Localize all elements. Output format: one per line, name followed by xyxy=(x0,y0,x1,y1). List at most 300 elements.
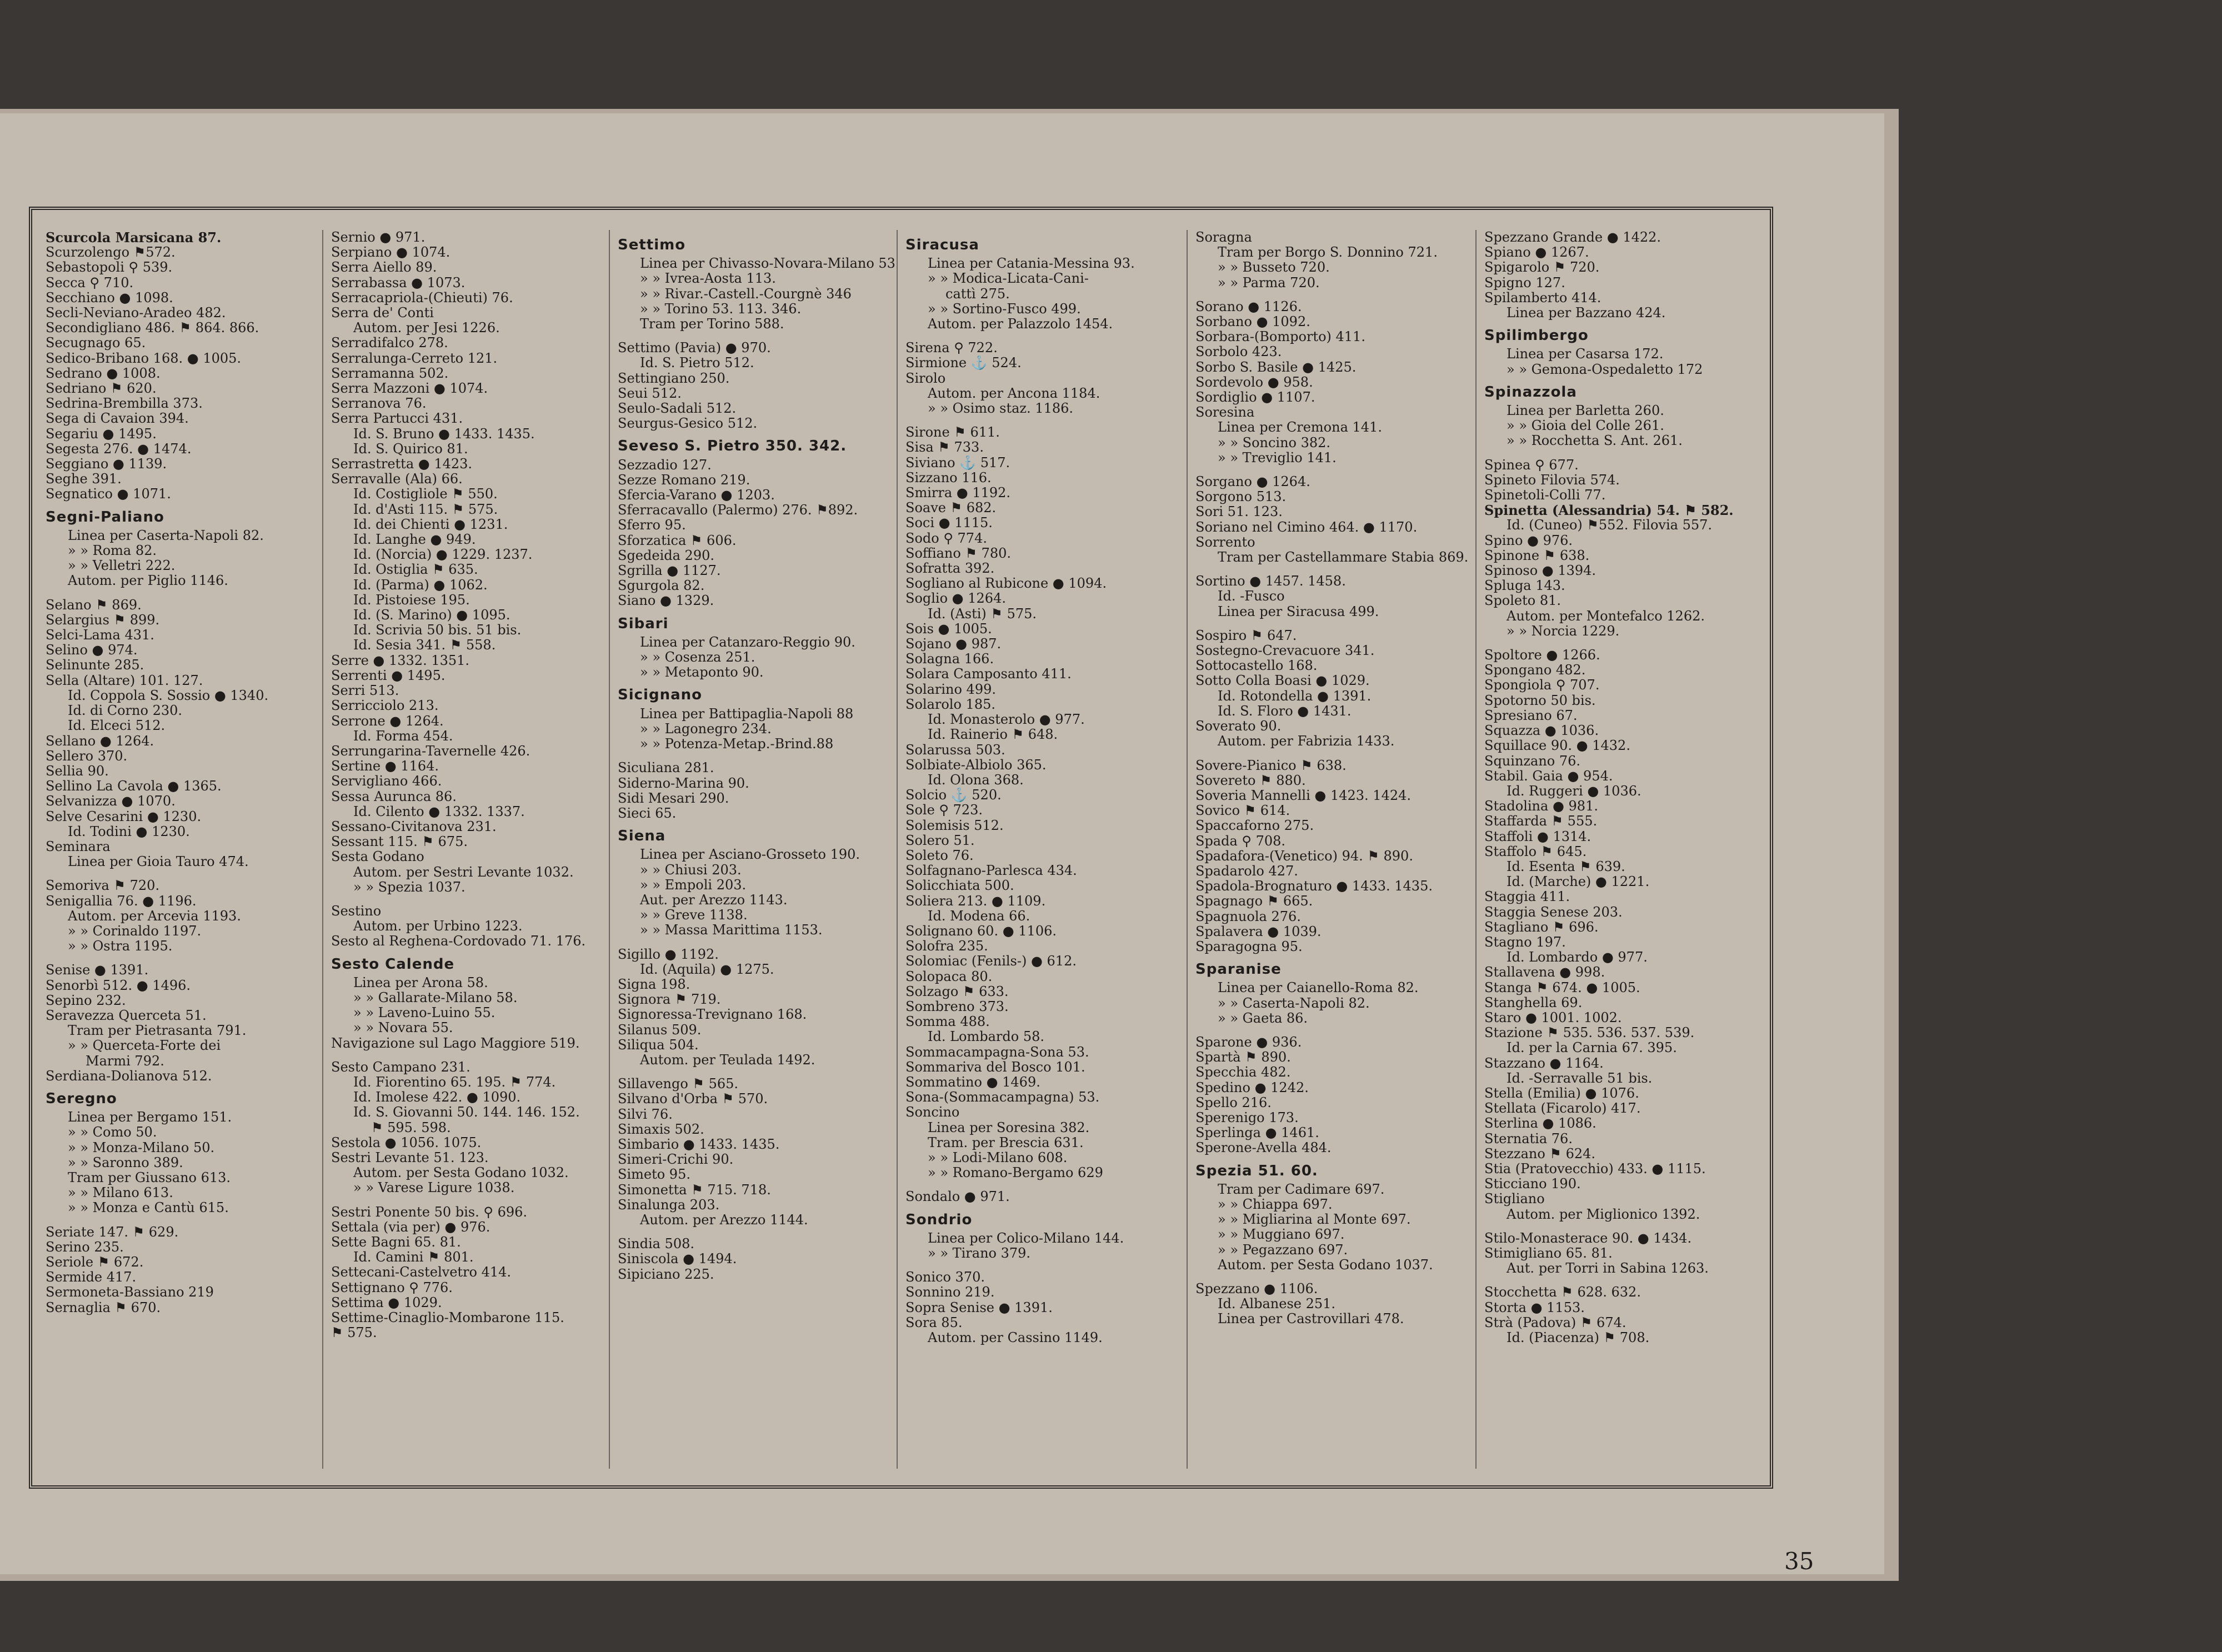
index-entry: Sferracavallo (Palermo) 276. ⚑892. xyxy=(618,503,858,518)
index-entry: Solofra 235. xyxy=(905,939,988,954)
index-entry: Spagnago ⚑ 665. xyxy=(1195,894,1313,909)
index-entry: Solbiate-Albiolo 365. xyxy=(905,757,1047,773)
column-divider xyxy=(1475,230,1477,1469)
index-entry: Spinetta (Alessandria) 54. ⚑ 582. xyxy=(1484,503,1734,518)
index-entry: Spaccaforno 275. xyxy=(1195,818,1314,834)
index-entry: Spartà ⚑ 890. xyxy=(1195,1050,1291,1065)
index-entry: Id. (Aquila) ● 1275. xyxy=(640,962,774,977)
index-entry: Sestola ● 1056. 1075. xyxy=(331,1135,482,1150)
index-entry: Sellero 370. xyxy=(46,748,128,764)
index-entry: » » Soncino 382. xyxy=(1218,435,1331,450)
index-entry: » » Milano 613. xyxy=(68,1185,173,1201)
index-entry: Autom. per Cassino 1149. xyxy=(928,1330,1103,1346)
index-entry: Spigarolo ⚑ 720. xyxy=(1484,260,1600,276)
section-heading: Settimo xyxy=(618,238,686,253)
index-entry: Sernio ● 971. xyxy=(331,230,426,245)
index-entry: Sirmione ⚓ 524. xyxy=(905,356,1022,371)
index-entry: Sois ● 1005. xyxy=(905,621,992,637)
index-entry: Stigliano xyxy=(1484,1192,1545,1207)
index-entry: Serradifalco 278. xyxy=(331,336,448,351)
index-entry: Tram per Borgo S. Donnino 721. xyxy=(1218,245,1438,261)
index-entry: Stella (Emilia) ● 1076. xyxy=(1484,1085,1639,1101)
index-entry: Linea per Bazzano 424. xyxy=(1507,306,1666,321)
index-entry: Sombreno 373. xyxy=(905,999,1009,1014)
index-entry: Id. Elceci 512. xyxy=(68,718,166,734)
index-entry: Id. Langhe ● 949. xyxy=(353,532,476,548)
index-entry: Stallavena ● 998. xyxy=(1484,965,1605,980)
index-entry: Sella (Altare) 101. 127. xyxy=(46,673,203,688)
index-entry: Solara Camposanto 411. xyxy=(905,667,1072,682)
index-entry: Stocchetta ⚑ 628. 632. xyxy=(1484,1285,1641,1300)
index-entry: Linea per Cremona 141. xyxy=(1218,420,1382,435)
index-entry: Id. Cilento ● 1332. 1337. xyxy=(353,804,525,819)
index-entry: Sorano ● 1126. xyxy=(1195,299,1302,314)
section-heading: Segni-Paliano xyxy=(46,509,164,525)
index-entry: Simonetta ⚑ 715. 718. xyxy=(618,1182,771,1198)
index-entry: Sernaglia ⚑ 670. xyxy=(46,1300,161,1315)
index-entry: Soncino xyxy=(905,1105,960,1120)
index-entry: Signora ⚑ 719. xyxy=(618,992,721,1008)
index-entry: Autom. per Fabrizia 1433. xyxy=(1218,734,1395,749)
index-entry: Sessano-Civitanova 231. xyxy=(331,819,497,834)
index-entry: Id. S. Pietro 512. xyxy=(640,356,754,371)
index-entry: Sticciano 190. xyxy=(1484,1177,1581,1192)
index-entry: Spezzano Grande ● 1422. xyxy=(1484,230,1662,245)
index-entry: Soragna xyxy=(1195,230,1252,245)
index-entry: Sigillo ● 1192. xyxy=(618,947,719,962)
index-entry: Sommatino ● 1469. xyxy=(905,1074,1040,1090)
spacer xyxy=(1195,619,1473,628)
index-entry: Linea per Catania-Messina 93. xyxy=(928,256,1135,272)
index-entry: Sesta Godano xyxy=(331,849,424,865)
index-entry: Marmi 792. xyxy=(86,1053,164,1069)
index-entry: Id. Olona 368. xyxy=(928,772,1024,788)
index-entry: Sorgono 513. xyxy=(1195,489,1287,505)
index-entry: Linea per Bergamo 151. xyxy=(68,1110,232,1125)
index-entry: Stazione ⚑ 535. 536. 537. 539. xyxy=(1484,1025,1695,1041)
index-entry: Spinone ⚑ 638. xyxy=(1484,548,1590,563)
index-entry: Simaxis 502. xyxy=(618,1122,704,1137)
index-entry: Id. Forma 454. xyxy=(353,728,453,744)
index-entry: Spilamberto 414. xyxy=(1484,290,1602,306)
section-heading: Seregno xyxy=(46,1091,117,1107)
index-entry: Sedrina-Brembilla 373. xyxy=(46,396,203,412)
index-column-1 xyxy=(46,230,323,1315)
index-entry: Sedrano ● 1008. xyxy=(46,366,161,381)
index-entry: Soci ● 1115. xyxy=(905,515,993,531)
column-divider xyxy=(609,230,610,1469)
spacer xyxy=(905,1261,1183,1270)
index-entry: Tram. per Brescia 631. xyxy=(928,1135,1084,1150)
index-entry: » » Muggiano 697. xyxy=(1218,1227,1345,1243)
index-entry: Sezzadio 127. xyxy=(618,457,712,473)
index-entry: Serra Aiello 89. xyxy=(331,260,437,276)
index-entry: Id. per la Carnia 67. 395. xyxy=(1507,1040,1677,1056)
index-entry: Soverato 90. xyxy=(1195,719,1282,734)
index-entry: Sperlinga ● 1461. xyxy=(1195,1125,1319,1141)
index-entry: Autom. per Sesta Godano 1032. xyxy=(353,1165,569,1181)
index-entry: » » Roma 82. xyxy=(68,543,157,559)
index-entry: Sezze Romano 219. xyxy=(618,472,750,488)
index-entry: Siniscola ● 1494. xyxy=(618,1251,737,1267)
index-entry: Spigno 127. xyxy=(1484,275,1565,291)
index-entry: Sperone-Avella 484. xyxy=(1195,1140,1332,1156)
index-entry: Seggiano ● 1139. xyxy=(46,457,167,472)
index-entry: Siano ● 1329. xyxy=(618,593,714,609)
index-entry: Simeri-Crichi 90. xyxy=(618,1152,734,1168)
spacer xyxy=(618,332,895,341)
index-entry: Spongano 482. xyxy=(1484,663,1586,678)
index-entry: Sgrilla ● 1127. xyxy=(618,563,721,579)
index-entry: » » Rocchetta S. Ant. 261. xyxy=(1507,433,1683,449)
index-entry: » » Chiappa 697. xyxy=(1218,1197,1333,1212)
index-entry: Sottocastello 168. xyxy=(1195,658,1318,674)
index-entry: Id. S. Floro ● 1431. xyxy=(1218,703,1352,719)
index-entry: Senise ● 1391. xyxy=(46,963,149,978)
index-entry: Autom. per Ancona 1184. xyxy=(928,386,1100,401)
index-entry: Stanghella 69. xyxy=(1484,995,1583,1010)
spacer xyxy=(1195,1273,1473,1281)
index-entry: Id. Camini ⚑ 801. xyxy=(353,1250,474,1265)
index-entry: Spiano ● 1267. xyxy=(1484,245,1589,261)
index-entry: Sommariva del Bosco 101. xyxy=(905,1059,1085,1075)
index-entry: Spello 216. xyxy=(1195,1095,1272,1110)
index-entry: Autom. per Sestri Levante 1032. xyxy=(353,864,574,880)
index-entry: Seriole ⚑ 672. xyxy=(46,1255,144,1270)
index-entry: Id. (Cuneo) ⚑552. Filovia 557. xyxy=(1507,518,1713,533)
index-entry: » » Spezia 1037. xyxy=(353,879,466,895)
section-heading: Sibari xyxy=(618,616,669,632)
index-entry: Spino ● 976. xyxy=(1484,533,1573,548)
index-entry: Id. Coppola S. Sossio ● 1340. xyxy=(68,688,269,703)
index-entry: » » Torino 53. 113. 346. xyxy=(640,301,802,317)
index-entry: Sparone ● 936. xyxy=(1195,1034,1302,1050)
index-entry: » » Tirano 379. xyxy=(928,1246,1031,1261)
spacer xyxy=(1484,639,1762,648)
index-entry: » » Pegazzano 697. xyxy=(1218,1242,1348,1258)
index-entry: Siviano ⚓ 517. xyxy=(905,455,1010,470)
index-entry: Sermide 417. xyxy=(46,1270,137,1285)
spacer xyxy=(618,752,895,760)
index-entry: Segnatico ● 1071. xyxy=(46,487,171,502)
index-entry: Sermoneta-Bassiano 219 xyxy=(46,1285,214,1300)
index-entry: Solfagnano-Parlesca 434. xyxy=(905,863,1077,879)
index-entry: Sestino xyxy=(331,903,382,919)
index-entry: Sirolo xyxy=(905,371,946,386)
index-entry: » » Cosenza 251. xyxy=(640,650,755,665)
index-entry: Aut. per Torri in Sabina 1263. xyxy=(1507,1261,1709,1276)
index-entry: Sternatia 76. xyxy=(1484,1131,1573,1147)
index-column-6 xyxy=(1484,230,1762,1345)
index-entry: » » Gemona-Ospedaletto 172 xyxy=(1507,362,1703,377)
index-entry: Id. Scrivia 50 bis. 51 bis. xyxy=(353,623,522,638)
index-entry: Sofratta 392. xyxy=(905,561,995,577)
index-entry: Strà (Padova) ⚑ 674. xyxy=(1484,1315,1627,1330)
index-entry: » » Modica-Licata-Cani- xyxy=(928,271,1089,287)
index-entry: Sedriano ⚑ 620. xyxy=(46,381,157,397)
index-entry: Smirra ● 1192. xyxy=(905,485,1011,501)
index-entry: Seurgus-Gesico 512. xyxy=(618,416,758,432)
index-entry: Squillace 90. ● 1432. xyxy=(1484,738,1630,754)
section-heading: Spinazzola xyxy=(1484,384,1577,401)
index-entry: Stilo-Monasterace 90. ● 1434. xyxy=(1484,1230,1692,1246)
index-entry: Sellino La Cavola ● 1365. xyxy=(46,779,222,794)
index-entry: Sidi Mesari 290. xyxy=(618,790,729,806)
index-entry: Sovereto ⚑ 880. xyxy=(1195,773,1306,788)
index-entry: Squazza ● 1036. xyxy=(1484,723,1599,739)
index-entry: Spinea ⚲ 677. xyxy=(1484,457,1579,473)
index-entry: Stadolina ● 981. xyxy=(1484,799,1598,814)
spacer xyxy=(46,589,323,598)
index-entry: Sferro 95. xyxy=(618,518,686,533)
index-entry: Siderno-Marina 90. xyxy=(618,775,749,791)
index-entry: Sorbara-(Bomporto) 411. xyxy=(1195,329,1365,345)
index-entry: Soglio ● 1264. xyxy=(905,591,1006,607)
index-entry: Spotorno 50 bis. xyxy=(1484,693,1596,708)
index-entry: Sirone ⚑ 611. xyxy=(905,425,1000,440)
index-entry: Serra de' Conti xyxy=(331,306,434,321)
index-entry: Solzago ⚑ 633. xyxy=(905,984,1009,999)
index-entry: Seulo-Sadali 512. xyxy=(618,401,737,417)
index-entry: Sonico 370. xyxy=(905,1270,985,1285)
index-entry: » » Querceta-Forte dei xyxy=(68,1038,221,1054)
index-entry: Sestri Levante 51. 123. xyxy=(331,1150,489,1165)
index-entry: Sorbolo 423. xyxy=(1195,344,1282,360)
index-entry: Id. (Parma) ● 1062. xyxy=(353,577,488,593)
index-entry: Scurzolengo ⚑572. xyxy=(46,245,176,261)
index-entry: Siliqua 504. xyxy=(618,1037,699,1053)
index-entry: Serricciolo 213. xyxy=(331,698,439,714)
section-heading: Seveso S. Pietro 350. 342. xyxy=(618,439,847,454)
index-entry: Serra Partucci 431. xyxy=(331,411,463,427)
index-entry: Seui 512. xyxy=(618,386,682,401)
index-entry: Spalavera ● 1039. xyxy=(1195,924,1322,939)
index-entry: Settala (via per) ● 976. xyxy=(331,1219,491,1235)
index-entry: Servigliano 466. xyxy=(331,774,442,789)
index-entry: » » Gallarate-Milano 58. xyxy=(353,990,518,1005)
index-entry: Id. -Serravalle 51 bis. xyxy=(1507,1070,1653,1086)
index-entry: Staro ● 1001. 1002. xyxy=(1484,1010,1622,1025)
spacer xyxy=(1195,749,1473,758)
index-entry: Soresina xyxy=(1195,405,1255,420)
index-entry: Id. Ruggeri ● 1036. xyxy=(1507,783,1642,799)
index-entry: Serpiano ● 1074. xyxy=(331,245,451,261)
index-entry: Somma 488. xyxy=(905,1014,990,1030)
index-column-2 xyxy=(331,230,609,1340)
section-heading: Siracusa xyxy=(905,238,979,253)
index-entry: Linea per Gioia Tauro 474. xyxy=(68,854,249,870)
index-entry: Sordiglio ● 1107. xyxy=(1195,390,1315,406)
spacer xyxy=(1195,565,1473,574)
index-entry: Autom. per Montefalco 1262. xyxy=(1507,608,1705,624)
index-entry: Stimigliano 65. 81. xyxy=(1484,1246,1613,1261)
index-entry: » » Monza-Milano 50. xyxy=(68,1140,215,1155)
index-entry: Segariu ● 1495. xyxy=(46,426,157,442)
index-entry: Scurcola Marsicana 87. xyxy=(46,230,222,246)
index-entry: Sebastopoli ⚲ 539. xyxy=(46,260,173,276)
index-entry: Seminara xyxy=(46,839,111,854)
index-entry: Sparagogna 95. xyxy=(1195,939,1303,954)
index-entry: Id. Costigliole ⚑ 550. xyxy=(353,487,498,502)
index-entry: Sorbano ● 1092. xyxy=(1195,314,1310,330)
spacer xyxy=(1195,291,1473,299)
index-entry: Id. Rotondella ● 1391. xyxy=(1218,688,1372,704)
index-entry: Autom. per Sesta Godano 1037. xyxy=(1218,1257,1433,1273)
index-entry: Id. (Asti) ⚑ 575. xyxy=(928,606,1037,622)
index-entry: » » Busseto 720. xyxy=(1218,260,1330,276)
index-entry: Spedino ● 1242. xyxy=(1195,1080,1309,1095)
index-entry: Sovere-Pianico ⚑ 638. xyxy=(1195,758,1347,773)
index-entry: Spresiano 67. xyxy=(1484,708,1578,723)
spacer xyxy=(46,954,323,963)
index-entry: Squinzano 76. xyxy=(1484,753,1581,769)
index-entry: Serramanna 502. xyxy=(331,366,449,381)
index-entry: Staffarda ⚑ 555. xyxy=(1484,814,1598,829)
index-entry: Sedico-Bribano 168. ● 1005. xyxy=(46,351,242,366)
index-entry: Id. Modena 66. xyxy=(928,908,1030,924)
index-entry: Sorbo S. Basile ● 1425. xyxy=(1195,359,1357,375)
index-entry: Spada ⚲ 708. xyxy=(1195,833,1286,849)
index-entry: Id. -Fusco xyxy=(1218,589,1285,604)
book-page xyxy=(0,113,1884,1574)
index-entry: » » Como 50. xyxy=(68,1125,157,1140)
spacer xyxy=(46,869,323,878)
index-entry: Linea per Asciano-Grosseto 190. xyxy=(640,847,860,863)
index-entry: Id. (Piacenza) ⚑ 708. xyxy=(1507,1330,1650,1346)
index-entry: Soliera 213. ● 1109. xyxy=(905,893,1046,909)
index-entry: Secca ⚲ 710. xyxy=(46,275,134,291)
index-entry: Sega di Cavaion 394. xyxy=(46,411,189,427)
index-entry: Sellano ● 1264. xyxy=(46,733,154,749)
index-entry: » » Laveno-Luino 55. xyxy=(353,1005,496,1021)
index-entry: Spoleto 81. xyxy=(1484,593,1562,609)
section-heading: Sesto Calende xyxy=(331,957,455,972)
index-entry: Tram per Pietrasanta 791. xyxy=(68,1023,247,1039)
section-heading: Sicignano xyxy=(618,688,702,703)
index-entry: Id. Monasterolo ● 977. xyxy=(928,712,1085,728)
index-entry: Sette Bagni 65. 81. xyxy=(331,1235,461,1250)
index-entry: » » Metaponto 90. xyxy=(640,665,764,680)
index-entry: Seriate 147. ⚑ 629. xyxy=(46,1224,179,1240)
index-entry: Selano ⚑ 869. xyxy=(46,597,142,613)
index-entry: Serino 235. xyxy=(46,1239,124,1255)
spacer xyxy=(618,938,895,947)
index-entry: » » Ivrea-Aosta 113. xyxy=(640,271,776,287)
index-entry: Aut. per Arezzo 1143. xyxy=(640,892,788,908)
index-entry: Spagnuola 276. xyxy=(1195,909,1301,924)
index-entry: Sorgano ● 1264. xyxy=(1195,474,1310,490)
index-entry: Serra Mazzoni ● 1074. xyxy=(331,381,488,397)
index-entry: » » Lodi-Milano 608. xyxy=(928,1150,1068,1165)
index-entry: Siculiana 281. xyxy=(618,760,714,776)
index-entry: Serrungarina-Tavernelle 426. xyxy=(331,743,531,759)
index-entry: Sovico ⚑ 614. xyxy=(1195,803,1290,819)
index-entry: Linea per Colico-Milano 144. xyxy=(928,1230,1124,1246)
index-entry: Linea per Battipaglia-Napoli 88 xyxy=(640,706,854,722)
index-entry: Autom. per Urbino 1223. xyxy=(353,919,523,934)
index-entry: Serrone ● 1264. xyxy=(331,713,444,729)
index-entry: Autom. per Palazzolo 1454. xyxy=(928,317,1113,332)
index-entry: » » Parma 720. xyxy=(1218,275,1320,291)
index-entry: Spluga 143. xyxy=(1484,578,1565,594)
index-column-3 xyxy=(618,230,895,1282)
index-entry: Sodo ⚲ 774. xyxy=(905,530,987,546)
index-entry: Serri 513. xyxy=(331,683,399,699)
section-heading: Sparanise xyxy=(1195,962,1282,978)
index-entry: Id. Lombardo 58. xyxy=(928,1029,1044,1045)
index-entry: Stagno 197. xyxy=(1484,934,1566,950)
column-divider xyxy=(1187,230,1188,1469)
index-entry: Staggia 411. xyxy=(1484,889,1570,905)
index-entry: Segesta 276. ● 1474. xyxy=(46,441,192,457)
index-entry: Secchiano ● 1098. xyxy=(46,290,173,306)
index-entry: Sesto al Reghena-Cordovado 71. 176. xyxy=(331,934,586,949)
index-entry: Selvanizza ● 1070. xyxy=(46,794,176,809)
index-entry: Sestri Ponente 50 bis. ⚲ 696. xyxy=(331,1204,528,1220)
index-entry: Id. S. Bruno ● 1433. 1435. xyxy=(353,426,535,442)
index-entry: Stellata (Ficarolo) 417. xyxy=(1484,1101,1641,1117)
index-entry: Autom. per Arezzo 1144. xyxy=(640,1212,808,1228)
index-entry: » » Novara 55. xyxy=(353,1020,453,1036)
index-entry: Senigallia 76. ● 1196. xyxy=(46,893,197,909)
index-entry: Id. (S. Marino) ● 1095. xyxy=(353,608,511,623)
index-entry: Linea per Caianello-Roma 82. xyxy=(1218,980,1419,996)
index-entry: Navigazione sul Lago Maggiore 519. xyxy=(331,1035,580,1051)
index-entry: Autom. per Miglionico 1392. xyxy=(1507,1207,1700,1222)
index-entry: Spinetoli-Colli 77. xyxy=(1484,488,1606,503)
index-entry: Soave ⚑ 682. xyxy=(905,500,997,516)
index-entry: Sforzatica ⚑ 606. xyxy=(618,533,737,548)
index-entry: Soriano nel Cimino 464. ● 1170. xyxy=(1195,519,1418,535)
index-entry: Tram per Torino 588. xyxy=(640,317,784,332)
spacer xyxy=(618,1068,895,1077)
index-entry: Tram per Cadimare 697. xyxy=(1218,1182,1385,1197)
index-entry: Solemisis 512. xyxy=(905,818,1004,833)
index-entry: Soveria Mannelli ● 1423. 1424. xyxy=(1195,788,1412,803)
index-entry: Settima ● 1029. xyxy=(331,1295,442,1310)
spacer xyxy=(1484,449,1762,458)
index-entry: » » Potenza-Metap.-Brind.88 xyxy=(640,737,834,752)
index-entry: Sori 51. 123. xyxy=(1195,504,1283,520)
index-entry: Serravalle (Ala) 66. xyxy=(331,472,463,487)
index-entry: Soleto 76. xyxy=(905,848,974,863)
spacer xyxy=(1484,1222,1762,1231)
index-entry: Solicchiata 500. xyxy=(905,878,1014,894)
index-entry: Linea per Barletta 260. xyxy=(1507,403,1664,419)
spacer xyxy=(905,416,1183,425)
index-entry: Solopaca 80. xyxy=(905,969,993,984)
index-entry: Spadarolo 427. xyxy=(1195,863,1298,879)
index-entry: Autom. per Jesi 1226. xyxy=(353,321,500,336)
index-entry: Stanga ⚑ 674. ● 1005. xyxy=(1484,980,1640,995)
index-entry: Tram per Castellammare Stabia 869. xyxy=(1218,550,1469,565)
index-entry: Selve Cesarini ● 1230. xyxy=(46,809,202,824)
index-entry: Serranova 76. xyxy=(331,396,427,412)
spacer xyxy=(905,1180,1183,1189)
index-entry: Silvi 76. xyxy=(618,1107,673,1122)
index-entry: Stazzano ● 1164. xyxy=(1484,1055,1604,1071)
index-entry: Spineto Filovia 574. xyxy=(1484,472,1620,488)
index-entry: Sellia 90. xyxy=(46,763,109,779)
index-entry: Staffolo ⚑ 645. xyxy=(1484,844,1587,859)
index-entry: Sora 85. xyxy=(905,1315,963,1330)
index-entry: Solero 51. xyxy=(905,833,975,848)
index-entry: Sfercia-Varano ● 1203. xyxy=(618,488,775,503)
index-entry: Specchia 482. xyxy=(1195,1065,1291,1080)
index-entry: Sinalunga 203. xyxy=(618,1197,720,1213)
index-entry: Id. S. Giovanni 50. 144. 146. 152. xyxy=(353,1105,580,1120)
index-entry: Spoltore ● 1266. xyxy=(1484,648,1600,663)
